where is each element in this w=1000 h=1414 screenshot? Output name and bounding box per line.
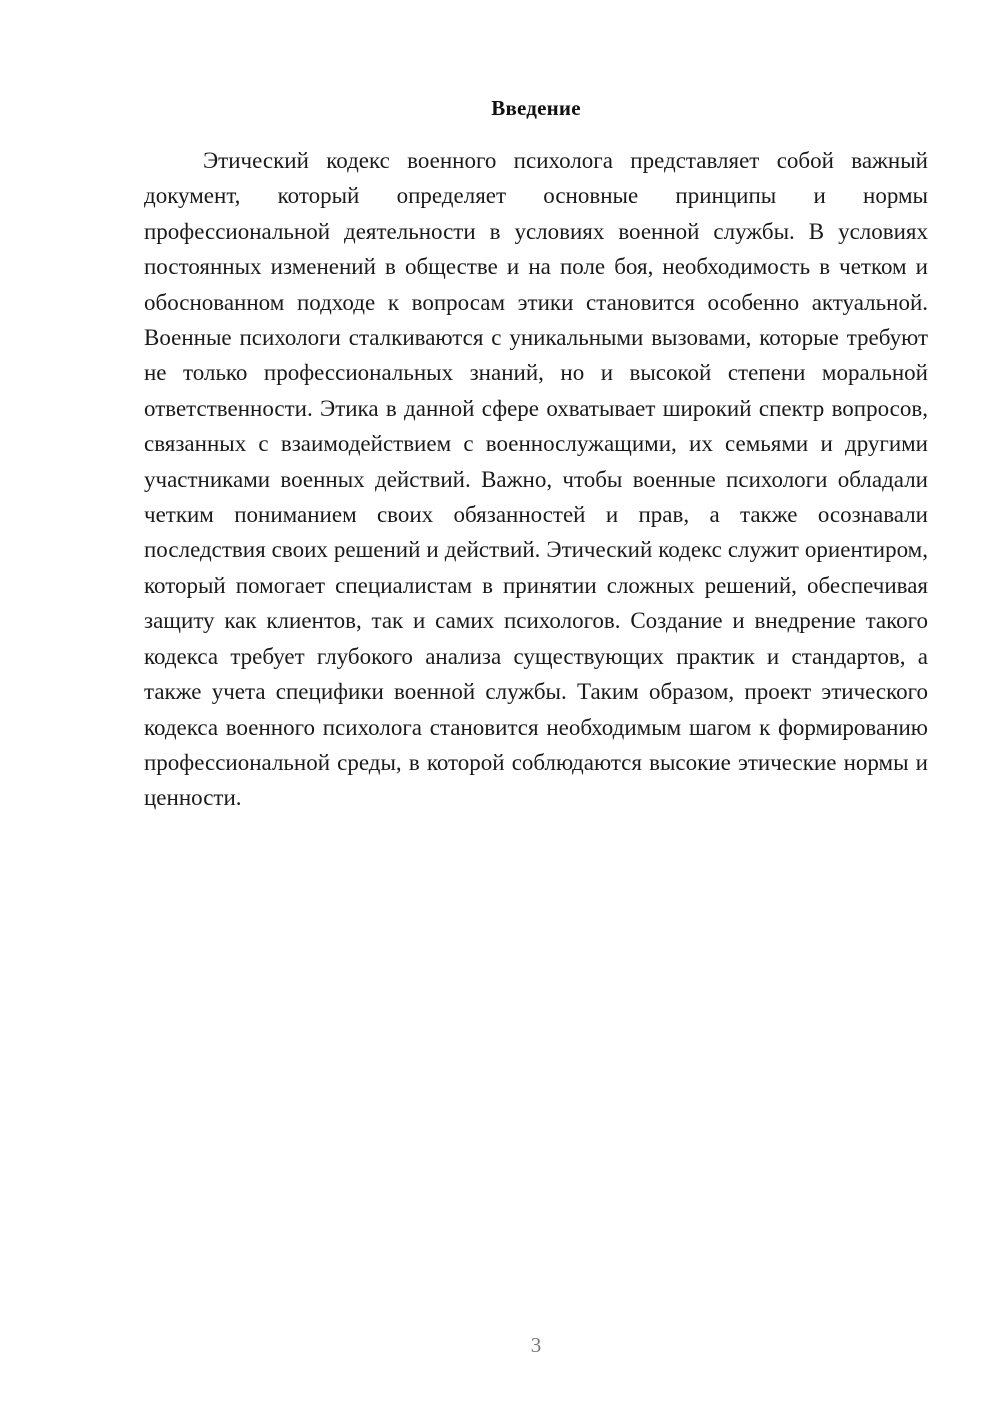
introduction-paragraph: Этический кодекс военного психолога представляет собой важный документ, который определяет основные принципы и нормы профессиональной деятельности в условиях военной службы. В условиях постоянных изменений в обществе и на поле боя, необходимость в четком и обоснованном подходе к вопросам этики становится особенно актуальной. Военные психологи сталкиваются с уникальными вызовами, которые требуют не только профессиональных знаний, но и высокой степени моральной ответственности. Этика в данной сфере охватывает широкий спектр вопросов, связанных с взаимодействием с военнослужащими, их семьями и другими участниками военных действий. Важно, чтобы военные психологи обладали четким пониманием своих обязанностей и прав, а также осознавали последствия своих решений и действий. Этический кодекс служит ориентиром, который помогает специалистам в принятии сложных решений, обеспечивая защиту как клиентов, так и самих психологов. Создание и внедрение такого кодекса требует глубокого анализа существующих практик и стандартов, а также учета специфики военной службы. Таким образом, проект этического кодекса военного психолога становится необходимым шагом к формированию профессиональной среды, в которой соблюдаются высокие этические нормы и ценности.: [144, 148, 928, 811]
section-heading: Введение: [491, 96, 581, 120]
page-number: 3: [530, 1333, 542, 1357]
